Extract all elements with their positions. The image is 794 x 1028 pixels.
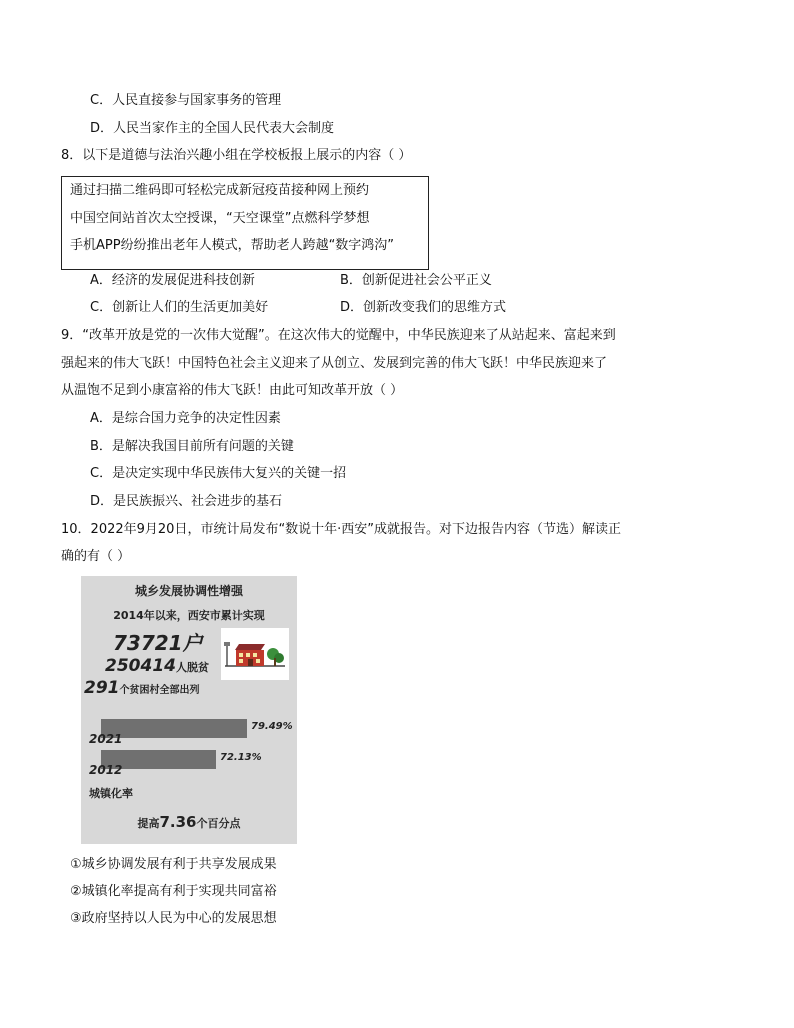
q9-option-b: B．是解决我国目前所有问题的关键 — [90, 439, 294, 454]
q8-board-line-3: 手机APP纷纷推出老年人模式，帮助老人跨越“数字鸿沟” — [70, 238, 395, 253]
bar-category-label-2012: 2012 — [89, 763, 123, 777]
q10-stem-line-2: 确的有（ ） — [61, 549, 131, 564]
bar-value-label-2021: 79.49% — [251, 721, 293, 732]
q10-stem-line-1: 10．2022年9月20日，市统计局发布“数说十年·西安”成就报告。对下边报告内容（节选）解读正 — [61, 522, 622, 537]
house-icon — [221, 628, 289, 680]
q7-option-c: C．人民直接参与国家事务的管理 — [90, 93, 282, 108]
improve-number: 7.36 — [159, 813, 197, 831]
people-lifted — [105, 656, 209, 676]
q8-board-line-1: 通过扫描二维码即可轻松完成新冠疫苗接种网上预约 — [70, 183, 370, 198]
infographic-subtitle: 2014年以来，西安市累计实现 — [113, 609, 265, 622]
q8-board-box — [61, 176, 429, 270]
q7-option-d: D．人民当家作主的全国人民代表大会制度 — [90, 121, 335, 136]
urbanization-infographic — [81, 576, 297, 844]
urbanization-label: 城镇化率 — [89, 787, 133, 800]
q8-stem: 8．以下是道德与法治兴趣小组在学校板报上展示的内容（ ） — [61, 148, 412, 163]
q8-option-a: A．经济的发展促进科技创新 — [90, 273, 255, 288]
improvement-line — [81, 813, 297, 831]
people-suffix: 人脱贫 — [175, 661, 209, 674]
q8-board-line-2: 中国空间站首次太空授课，“天空课堂”点燃科学梦想 — [70, 211, 370, 226]
villages-lifted — [84, 678, 200, 698]
bar-category-label-2021: 2021 — [89, 732, 123, 746]
infographic-title: 城乡发展协调性增强 — [134, 584, 243, 598]
bar-2021 — [101, 719, 247, 738]
q9-stem-line-1: 9．“改革开放是党的一次伟大觉醒”。在这次伟大的觉醒中，中华民族迎来了从站起来、富起来到 — [61, 328, 616, 343]
q9-stem-line-2: 强起来的伟大飞跃！中国特色社会主义迎来了从创立、发展到完善的伟大飞跃！中华民族迎来了 — [61, 356, 608, 371]
q9-option-c: C．是决定实现中华民族伟大复兴的关键一招 — [90, 466, 347, 481]
households-figure: 73721户 — [113, 631, 203, 655]
villages-suffix: 个贫困村全部出列 — [119, 685, 200, 696]
improve-prefix: 提高 — [137, 817, 160, 830]
q9-option-d: D．是民族振兴、社会进步的基石 — [90, 494, 283, 509]
q10-item-3: ③政府坚持以人民为中心的发展思想 — [70, 911, 277, 926]
bar-value-label-2012: 72.13% — [220, 752, 262, 763]
house-icon-svg — [221, 628, 289, 680]
villages-number: 291 — [84, 678, 120, 698]
q8-option-c: C．创新让人们的生活更加美好 — [90, 300, 269, 315]
q9-stem-line-3: 从温饱不足到小康富裕的伟大飞跃！由此可知改革开放（ ） — [61, 383, 404, 398]
q8-option-d: D．创新改变我们的思维方式 — [340, 300, 507, 315]
q10-item-1: ①城乡协调发展有利于共享发展成果 — [70, 857, 277, 872]
q8-option-b: B．创新促进社会公平正义 — [340, 273, 492, 288]
q10-item-2: ②城镇化率提高有利于实现共同富裕 — [70, 884, 277, 899]
people-number: 250414 — [105, 656, 176, 676]
improve-suffix: 个百分点 — [196, 817, 241, 830]
q9-option-a: A．是综合国力竞争的决定性因素 — [90, 411, 281, 426]
